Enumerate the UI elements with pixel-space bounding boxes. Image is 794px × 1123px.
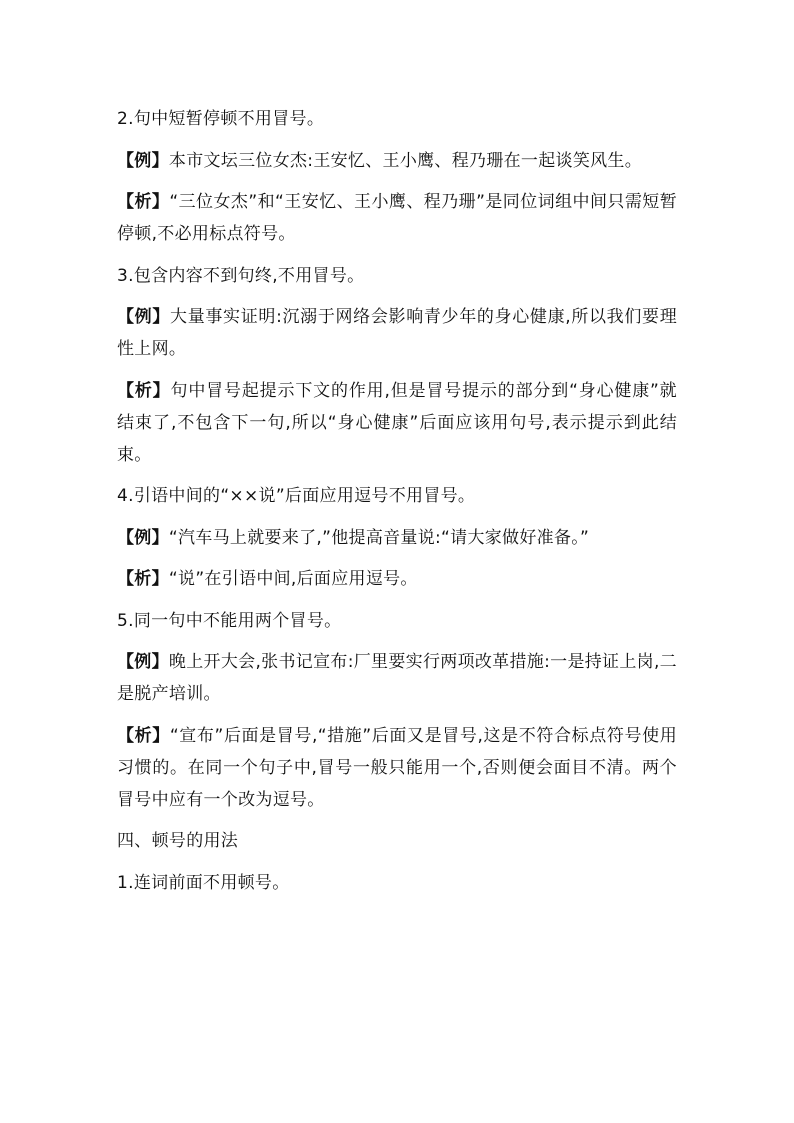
rule-heading bbox=[117, 103, 677, 135]
paragraph-text: 5.同一句中不能用两个冒号。 bbox=[117, 610, 342, 631]
example-paragraph bbox=[117, 646, 677, 710]
paragraph-text: “汽车马上就要来了,”他提高音量说:“请大家做好准备。” bbox=[168, 527, 590, 548]
paragraph-text: 3.包含内容不到句终,不用冒号。 bbox=[117, 265, 365, 286]
analysis-mark: 【析】 bbox=[117, 380, 171, 401]
example-mark: 【例】 bbox=[117, 652, 169, 672]
analysis-paragraph bbox=[117, 720, 677, 816]
paragraph-text: 4.引语中间的“××说”后面应用逗号不用冒号。 bbox=[117, 486, 476, 506]
paragraph-text: “三位女杰”和“王安忆、王小鹰、程乃珊”是同位词组中间只需短暂停顿,不必用标点符号。 bbox=[117, 192, 678, 244]
paragraph-text: 句中冒号起提示下文的作用,但是冒号提示的部分到“身心健康”就结束了,不包含下一句,所以“身心健康”后面应该用句号,表示提示到此结束。 bbox=[117, 380, 677, 465]
document-body bbox=[117, 103, 677, 908]
rule-heading bbox=[117, 605, 677, 637]
analysis-mark: 【析】 bbox=[117, 192, 170, 212]
analysis-paragraph bbox=[117, 375, 677, 471]
paragraph-text: “说”在引语中间,后面应用逗号。 bbox=[168, 569, 418, 589]
paragraph-text: 本市文坛三位女杰:王安忆、王小鹰、程乃珊在一起谈笑风生。 bbox=[168, 150, 643, 171]
paragraph-text: 1.连词前面不用顿号。 bbox=[117, 872, 290, 893]
example-paragraph bbox=[117, 301, 677, 365]
paragraph-text: 晚上开大会,张书记宣布:厂里要实行两项改革措施:一是持证上岗,二是脱产培训。 bbox=[117, 652, 677, 704]
rule-heading bbox=[117, 480, 677, 512]
paragraph-text: 四、顿号的用法 bbox=[117, 831, 239, 851]
example-mark: 【例】 bbox=[117, 150, 169, 171]
paragraph-text: 2.句中短暂停顿不用冒号。 bbox=[117, 109, 325, 129]
example-mark: 【例】 bbox=[117, 527, 169, 548]
analysis-mark: 【析】 bbox=[117, 725, 170, 746]
analysis-paragraph bbox=[117, 563, 677, 595]
analysis-mark: 【析】 bbox=[117, 569, 169, 589]
rule-heading bbox=[117, 260, 677, 292]
paragraph-text: “宣布”后面是冒号,“措施”后面又是冒号,这是不符合标点符号使用习惯的。在同一个句子中,冒号一般只能用一个,否则便会面目不清。两个冒号中应有一个改为逗号。 bbox=[117, 725, 677, 810]
analysis-paragraph bbox=[117, 186, 677, 250]
section-heading bbox=[117, 825, 677, 857]
example-mark: 【例】 bbox=[117, 307, 171, 327]
paragraph-text: 大量事实证明:沉溺于网络会影响青少年的身心健康,所以我们要理性上网。 bbox=[117, 307, 677, 359]
rule-heading bbox=[117, 867, 677, 899]
example-paragraph bbox=[117, 522, 677, 554]
example-paragraph bbox=[117, 145, 677, 177]
